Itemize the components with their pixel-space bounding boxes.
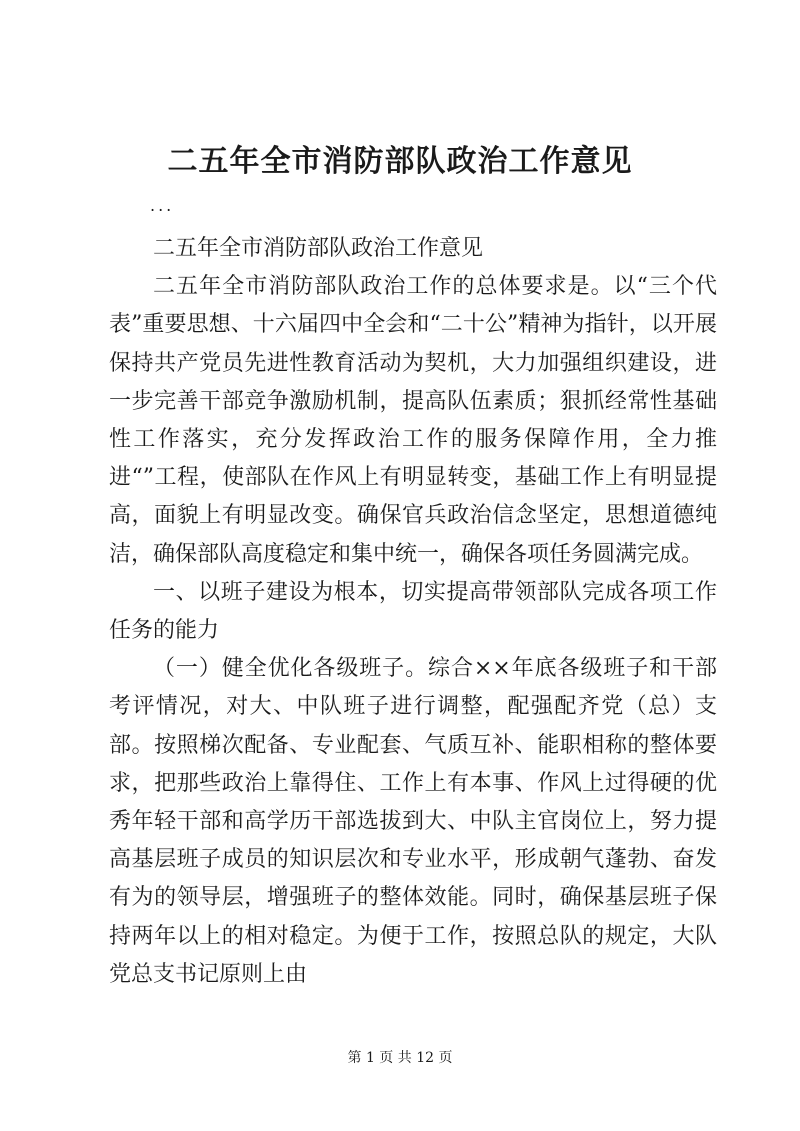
paragraph-section-one-heading: 一、以班子建设为根本，切实提高带领部队完成各项工作任务的能力 [109,579,717,644]
ellipsis-marker: ... [150,196,175,215]
document-body [109,230,717,994]
paragraph-general-requirements: 二五年全市消防部队政治工作的总体要求是。以“三个代表”重要思想、十六届四中全会和“二十公”精神为指针，以开展保持共产党员先进性教育活动为契机，大力加强组织建设，进一步完善干部竞争激励机制，提高队伍素质；狠抓经常性基础性工作落实，充分发挥政治工作的服务保障作用，全力推进“”工程，使部队在作风上有明显转变，基础工作上有明显提高，面貌上有明显改变。确保官兵政治信念坚定，思想道德纯洁，确保部队高度稳定和集中统一，确保各项任务圆满完成。 [109,274,717,567]
document-title: 二五年全市消防部队政治工作意见 [167,144,633,179]
paragraph-heading: 二五年全市消防部队政治工作意见 [153,236,484,261]
paragraph-subsection-one: （一）健全优化各级班子。综合××年底各级班子和干部考评情况，对大、中队班子进行调整，配强配齐党（总）支部。按照梯次配备、专业配套、气质互补、能职相称的整体要求，把那些政治上靠得住、工作上有本事、作风上过得硬的优秀年轻干部和高学历干部选拔到大、中队主官岗位上，努力提高基层班子成员的知识层次和专业水平，形成朝气蓬勃、奋发有为的领导层，增强班子的整体效能。同时，确保基层班子保持两年以上的相对稳定。为便于工作，按照总队的规定，大队党总支书记原则上由 [109,656,717,987]
page-footer: 第 1 页 共 12 页 [347,1050,453,1066]
